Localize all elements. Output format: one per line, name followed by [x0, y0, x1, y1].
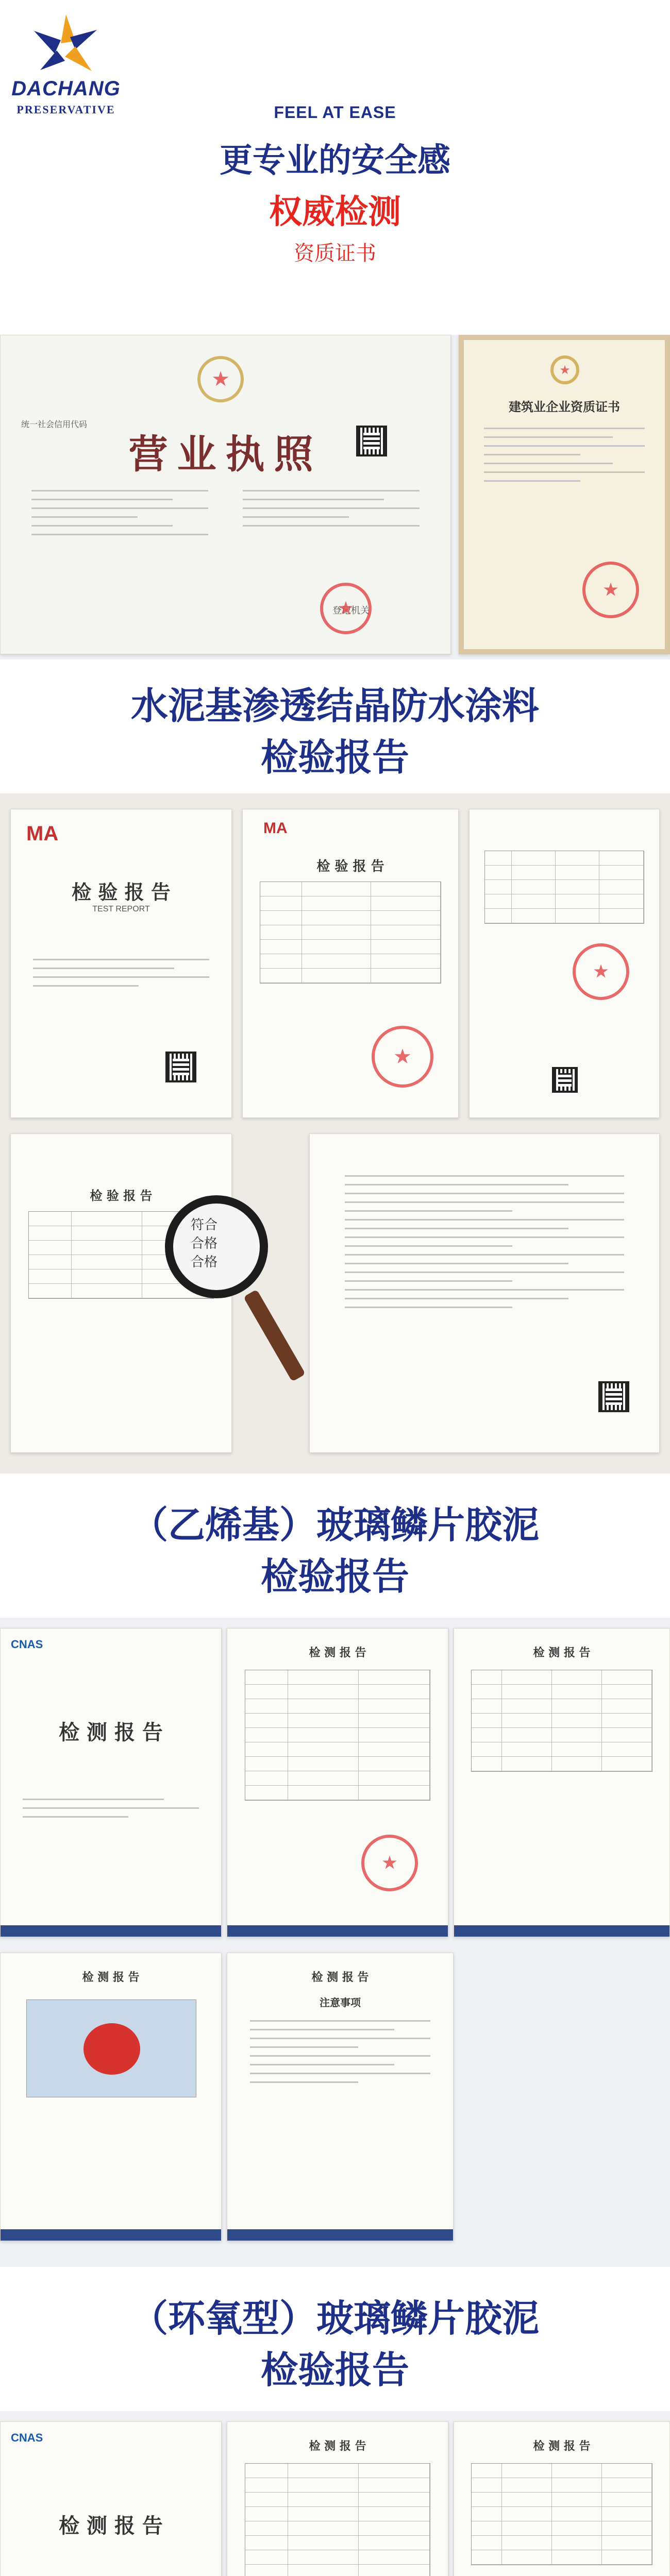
section-2-title-line1: （乙烯基）玻璃鳞片胶泥 — [130, 1503, 539, 1547]
report-title: 检 测 报 告 — [533, 1647, 591, 1659]
test-results-table — [484, 851, 644, 924]
brand-name: DACHANG — [11, 77, 121, 100]
section-3-header — [0, 2267, 670, 2411]
grade-conforms: 符合 — [191, 1217, 218, 1233]
report-footer-bar — [1, 1925, 221, 1937]
qualification-certificate-image — [459, 335, 670, 654]
national-emblem-icon — [550, 355, 579, 384]
qualification-fields — [484, 428, 645, 489]
qualification-title: 建筑业企业资质证书 — [509, 400, 620, 414]
cma-mark-icon: MA — [26, 822, 59, 845]
official-seal-icon — [372, 1026, 433, 1088]
report-data-page — [242, 809, 459, 1118]
license-header: 统一社会信用代码 — [21, 420, 88, 429]
report-title: 检 测 报 告 — [533, 2440, 591, 2453]
report-results-page — [454, 1628, 670, 1937]
cnas-mark-icon: CNAS — [11, 2431, 43, 2444]
section-3-title-line1: （环氧型）玻璃鳞片胶泥 — [130, 2297, 539, 2340]
report-footer-bar — [227, 1925, 448, 1937]
report-title: 检 验 报 告 — [90, 1189, 153, 1203]
report-cover-page — [0, 1628, 222, 1937]
qr-code-icon — [165, 1052, 196, 1082]
grade-pass: 合格 — [191, 1255, 218, 1270]
report-notes-page — [227, 1953, 454, 2241]
report-title: 检 验 报 告 — [72, 881, 171, 904]
qr-code-icon — [598, 1381, 629, 1412]
official-seal-icon — [582, 562, 639, 618]
test-results-table — [471, 1670, 652, 1772]
test-results-table — [245, 1670, 430, 1801]
license-title: 营业执照 — [128, 431, 323, 477]
license-issuer: 登记机关 — [332, 605, 370, 616]
report-cover-page — [10, 809, 232, 1118]
section-1-reports — [0, 793, 670, 1473]
report-cover-fields — [33, 959, 209, 994]
report-title-en: TEST REPORT — [92, 905, 150, 913]
section-1-title-line2: 检验报告 — [260, 736, 409, 779]
report-notes-page — [309, 1133, 660, 1453]
test-results-table — [245, 2463, 430, 2576]
cnas-mark-icon: CNAS — [11, 1638, 43, 1651]
report-title: 检 测 报 告 — [82, 1971, 140, 1984]
qr-code-icon — [356, 426, 387, 456]
official-seal-icon — [573, 943, 629, 1000]
section-caption: 资质证书 — [294, 242, 376, 265]
business-license-image — [0, 335, 451, 654]
cma-mark-icon: MA — [263, 820, 288, 837]
qr-code-icon — [552, 1067, 578, 1093]
magnifier-icon — [165, 1195, 299, 1391]
notes-text — [345, 1175, 624, 1315]
report-footer-bar — [454, 1925, 669, 1937]
report-title: 检 测 报 告 — [309, 1647, 366, 1659]
notice-title: 注意事项 — [320, 1997, 361, 2009]
headline: 更专业的安全感 — [220, 142, 450, 180]
certificates-section — [0, 335, 670, 659]
report-results-page — [469, 809, 660, 1118]
sample-photo — [26, 1999, 196, 2097]
section-2-title-line2: 检验报告 — [260, 1555, 409, 1598]
report-title: 检 验 报 告 — [316, 859, 384, 874]
section-3-title-line2: 检验报告 — [260, 2348, 409, 2392]
grade-pass: 合格 — [191, 1236, 218, 1251]
headline-emphasis: 权威检测 — [269, 193, 401, 231]
report-photo-page — [0, 1953, 222, 2241]
test-results-table — [471, 2463, 652, 2565]
section-1-title-line1: 水泥基渗透结晶防水涂料 — [130, 684, 539, 727]
report-footer-bar — [227, 2229, 453, 2241]
test-results-table — [260, 882, 441, 984]
report-data-page — [227, 2421, 448, 2576]
section-3-reports — [0, 2411, 670, 2576]
report-title: 检 测 报 告 — [311, 1971, 369, 1984]
report-title: 检 测 报 告 — [309, 2440, 366, 2453]
section-1-header — [0, 659, 670, 793]
national-emblem-icon — [197, 356, 244, 402]
license-fields-right — [243, 490, 420, 534]
brand-subtitle: PRESERVATIVE — [16, 103, 115, 116]
license-fields-left — [31, 490, 208, 543]
section-2-reports — [0, 1618, 670, 2267]
report-title: 检 测 报 告 — [59, 2514, 163, 2538]
official-seal-icon — [320, 583, 372, 634]
hero-section — [0, 0, 670, 335]
official-seal-icon — [361, 1835, 418, 1891]
report-results-page — [454, 2421, 670, 2576]
report-footer-bar — [1, 2229, 221, 2241]
notes-text — [250, 2020, 430, 2090]
report-title: 检 测 报 告 — [59, 1721, 163, 1744]
tagline: FEEL AT EASE — [274, 103, 396, 122]
report-cover-fields — [23, 1799, 199, 1825]
report-data-page — [227, 1628, 448, 1937]
section-2-header — [0, 1473, 670, 1618]
report-cover-page — [0, 2421, 222, 2576]
